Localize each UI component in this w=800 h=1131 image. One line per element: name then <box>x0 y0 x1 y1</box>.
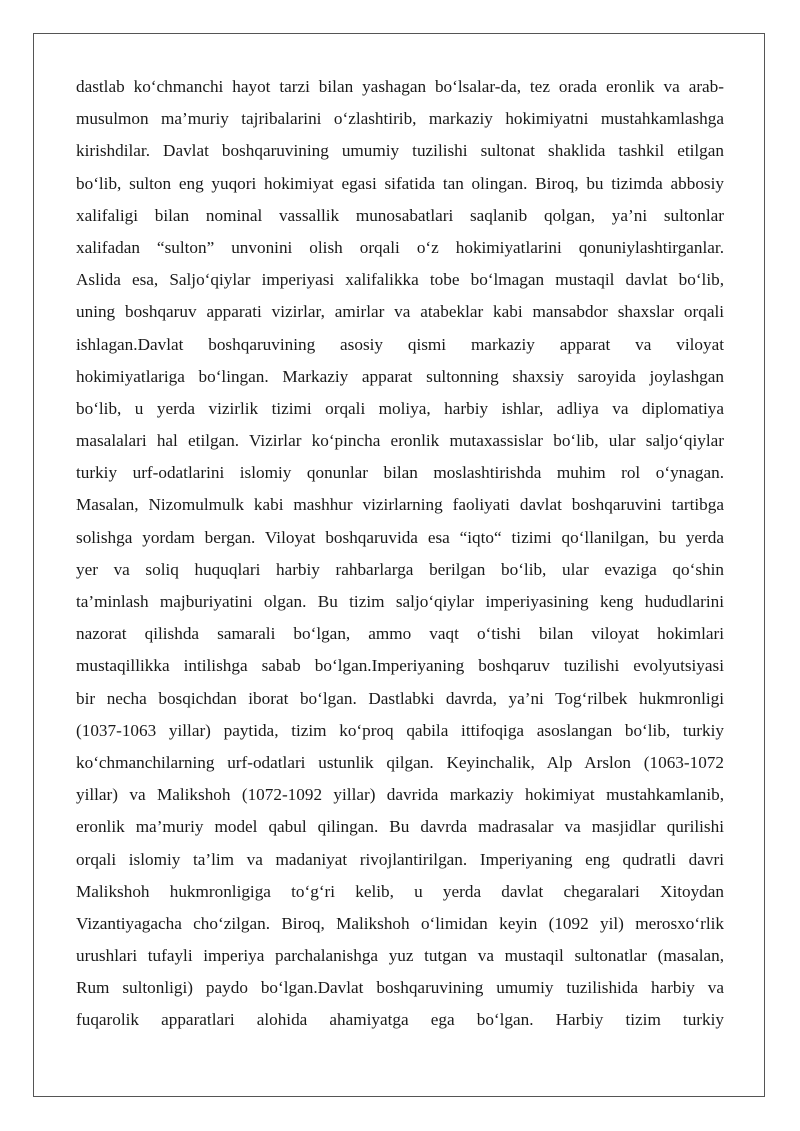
text-line: bir necha bosqichdan iborat bo‘lgan. Dastlabki davrda, ya’ni Tog‘rilbek hukmronligi <box>76 688 724 708</box>
text-line: solishga yordam bergan. Viloyat boshqaruvida esa “iqto“ tizimi qo‘llanilgan, bu yerda <box>76 527 724 547</box>
text-line: ta’minlash majburiyatini olgan. Bu tizim saljo‘qiylar imperiyasining keng hududlarini <box>76 592 724 611</box>
text-line: ishlagan.Davlat boshqaruvining asosiy qismi markaziy apparat va viloyat <box>76 334 724 354</box>
text-line: hokimiyatlariga bo‘lingan. Markaziy apparat sultonning shaxsiy saroyida joylashgan <box>76 366 724 386</box>
text-line: dastlab ko‘chmanchi hayot tarzi bilan yashagan bo‘lsalar-da, tez orada eronlik va arab- <box>76 77 724 96</box>
text-line: masalalari hal etilgan. Vizirlar ko‘pincha eronlik mutaxassislar bo‘lib, ular saljo‘qiylar <box>76 431 724 451</box>
text-line: kirishdilar. Davlat boshqaruvining umumiy tuzilishi sultonat shaklida tashkil etilgan <box>76 141 724 161</box>
text-line: eronlik ma’muriy model qabul qilingan. Bu davrda madrasalar va masjidlar qurilishi <box>76 817 724 837</box>
text-line: orqali islomiy ta’lim va madaniyat rivojlantirilgan. Imperiyaning eng qudratli davri <box>76 849 724 869</box>
text-line: Malikshoh hukmronligiga to‘g‘ri kelib, u yerda davlat chegaralari Xitoydan <box>76 881 724 901</box>
text-line: nazorat qilishda samarali bo‘lgan, ammo vaqt o‘tishi bilan viloyat hokimlari <box>76 624 724 644</box>
text-line: fuqarolik apparatlari alohida ahamiyatga ega bo‘lgan. Harbiy tizim turkiy <box>76 1010 724 1030</box>
text-line: xalifaligi bilan nominal vassallik munosabatlari saqlanib qolgan, ya’ni sultonlar <box>76 205 724 225</box>
text-line: bo‘lib, sulton eng yuqori hokimiyat egasi sifatida tan olingan. Biroq, bu tizimda abbosiy <box>76 173 724 193</box>
text-line: turkiy urf-odatlarini islomiy qonunlar bilan moslashtirishda muhim rol o‘ynagan. <box>76 463 724 483</box>
text-line: uning boshqaruv apparati vizirlar, amirlar va atabeklar kabi mansabdor shaxslar orqali <box>76 302 724 322</box>
text-line: Masalan, Nizomulmulk kabi mashhur vizirlarning faoliyati davlat boshqaruvini tartibga <box>76 495 724 515</box>
text-line: bo‘lib, u yerda vizirlik tizimi orqali moliya, harbiy ishlar, adliya va diplomatiya <box>76 398 724 418</box>
text-line: xalifadan “sulton” unvonini olish orqali o‘z hokimiyatlarini qonuniylashtirganlar. <box>76 237 724 257</box>
text-line: musulmon ma’muriy tajribalarini o‘zlashtirib, markaziy hokimiyatni mustahkamlashga <box>76 109 724 129</box>
text-line: (1037-1063 yillar) paytida, tizim ko‘proq qabila ittifoqiga asoslangan bo‘lib, turkiy <box>76 720 724 740</box>
document-body <box>76 71 724 1037</box>
text-line: ko‘chmanchilarning urf-odatlari ustunlik qilgan. Keyinchalik, Alp Arslon (1063-1072 <box>76 752 724 772</box>
text-line: Aslida esa, Saljo‘qiylar imperiyasi xalifalikka tobe bo‘lmagan mustaqil davlat bo‘lib, <box>76 270 724 290</box>
text-line: Rum sultonligi) paydo bo‘lgan.Davlat boshqaruvining umumiy tuzilishida harbiy va <box>76 978 724 998</box>
text-line: Vizantiyagacha cho‘zilgan. Biroq, Malikshoh o‘limidan keyin (1092 yil) merosxo‘rlik <box>76 913 724 933</box>
text-line: mustaqillikka intilishga sabab bo‘lgan.Imperiyaning boshqaruv tuzilishi evolyutsiyasi <box>76 656 724 676</box>
text-line: yillar) va Malikshoh (1072-1092 yillar) davrida markaziy hokimiyat mustahkamlanib, <box>76 785 724 805</box>
text-line: urushlari tufayli imperiya parchalanishga yuz tutgan va mustaqil sultonatlar (masalan, <box>76 946 724 966</box>
text-line: yer va soliq huquqlari harbiy rahbarlarga berilgan bo‘lib, ular evaziga qo‘shin <box>76 559 724 579</box>
